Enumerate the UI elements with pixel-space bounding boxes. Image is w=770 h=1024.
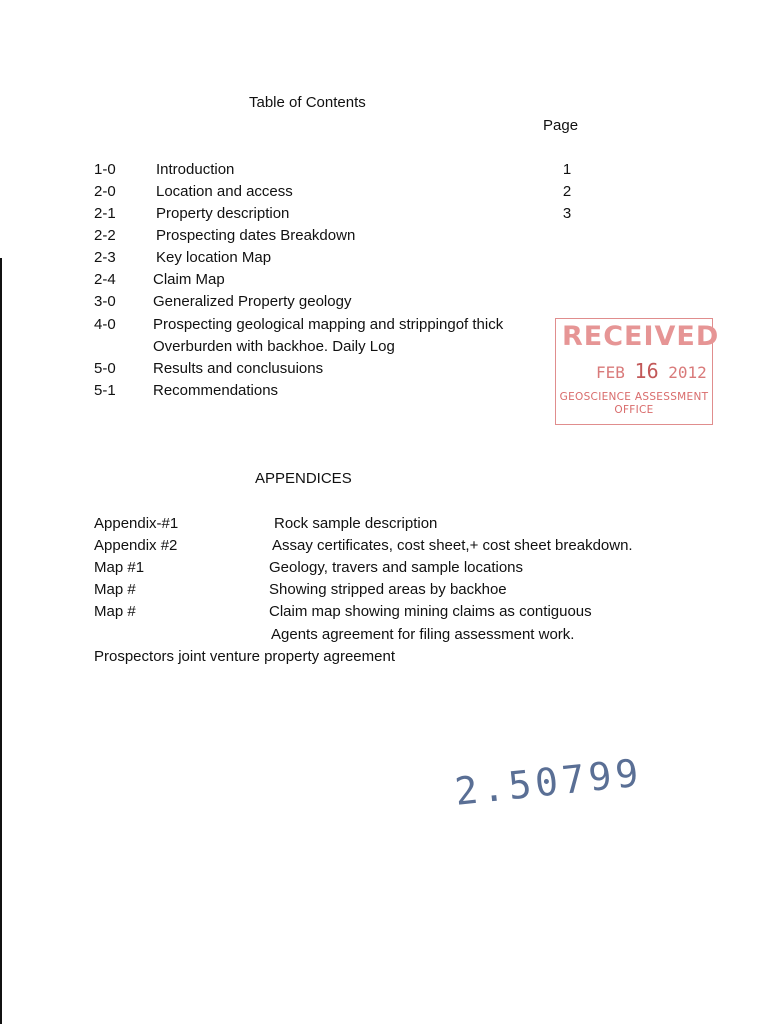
toc-entry	[0, 292, 770, 314]
stamp-office-line2: OFFICE	[614, 404, 654, 416]
toc-title: Table of Contents	[249, 94, 366, 111]
appendix-description: Rock sample description	[274, 515, 438, 532]
toc-entry-page: 2	[562, 183, 572, 200]
stamp-date-day: 16	[634, 359, 659, 383]
stamp-received-text: RECEIVED	[562, 321, 720, 352]
toc-entry-number: 2-0	[94, 183, 116, 200]
toc-entry	[0, 226, 770, 248]
toc-entry	[0, 160, 770, 182]
toc-entry-number: 5-0	[94, 360, 116, 377]
appendix-description: Claim map showing mining claims as contiguous	[269, 603, 592, 620]
toc-entry-page: 1	[562, 161, 572, 178]
toc-entry-number: 2-1	[94, 205, 116, 222]
toc-entry-title: Prospecting geological mapping and strippingof thick	[153, 316, 504, 333]
appendices-title: APPENDICES	[255, 470, 352, 487]
toc-entry-number: 2-3	[94, 249, 116, 266]
stamp-office-line1: GEOSCIENCE ASSESSMENT	[559, 391, 709, 403]
appendix-label: Appendix #2	[94, 537, 178, 554]
appendix-description: Agents agreement for filing assessment work.	[271, 626, 575, 643]
handwritten-file-number: 2.50799	[452, 750, 645, 814]
toc-entry	[0, 248, 770, 270]
received-stamp	[555, 318, 720, 425]
appendix-entry	[0, 558, 770, 580]
toc-entry-title: Generalized Property geology	[153, 293, 352, 310]
toc-entry-title: Introduction	[156, 161, 235, 178]
toc-entry-number: 2-4	[94, 271, 116, 288]
toc-entry	[0, 204, 770, 226]
page-column-header: Page	[543, 117, 579, 134]
appendix-description: Geology, travers and sample locations	[269, 559, 524, 576]
appendix-entry	[0, 514, 770, 536]
appendix-entry	[0, 536, 770, 558]
toc-entry-number: 2-2	[94, 227, 116, 244]
toc-entry	[0, 270, 770, 292]
toc-entry-title: Location and access	[156, 183, 293, 200]
stamp-date-year: 2012	[668, 363, 707, 382]
toc-entry	[0, 182, 770, 204]
toc-entry-title: Overburden with backhoe. Daily Log	[153, 338, 395, 355]
appendix-description: Assay certificates, cost sheet,+ cost sheet breakdown.	[272, 537, 633, 554]
toc-entry-number: 1-0	[94, 161, 116, 178]
stamp-date	[596, 361, 707, 383]
toc-entry-number: 4-0	[94, 316, 116, 333]
appendix-description: Showing stripped areas by backhoe	[269, 581, 507, 598]
appendix-entry-continuation	[0, 625, 770, 647]
toc-entry-title: Key location Map	[156, 249, 272, 266]
toc-entry-page: 3	[562, 205, 572, 222]
toc-entry-title: Property description	[156, 205, 290, 222]
stamp-date-month: FEB	[596, 363, 625, 382]
toc-entry-number: 5-1	[94, 382, 116, 399]
toc-entry-title: Prospecting dates Breakdown	[156, 227, 356, 244]
appendix-label: Map #	[94, 603, 136, 620]
appendix-label: Appendix-#1	[94, 515, 179, 532]
appendix-entry	[0, 580, 770, 602]
appendix-label: Map #	[94, 581, 136, 598]
joint-venture-line: Prospectors joint venture property agreement	[94, 648, 395, 665]
toc-entry-title: Results and conclusuions	[153, 360, 324, 377]
stamp-office	[556, 391, 712, 417]
toc-entry-title: Claim Map	[153, 271, 225, 288]
appendix-label: Map #1	[94, 559, 145, 576]
toc-entry-number: 3-0	[94, 293, 116, 310]
appendix-entry	[0, 602, 770, 624]
toc-entry-title: Recommendations	[153, 382, 279, 399]
